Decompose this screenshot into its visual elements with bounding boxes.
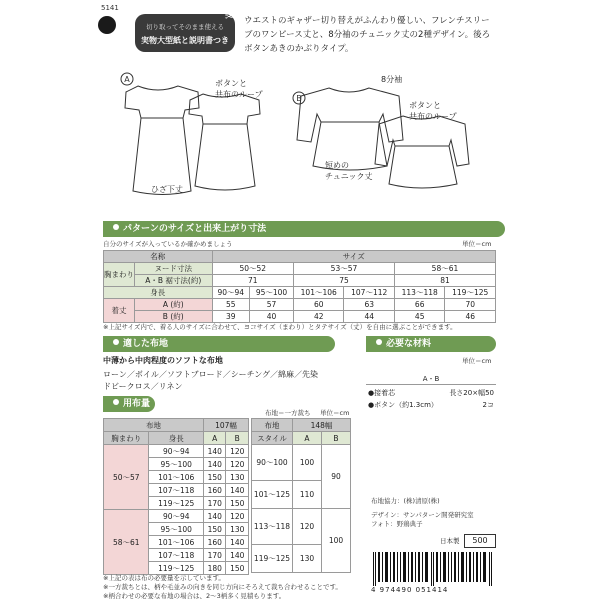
length-label: 着丈: [104, 299, 135, 323]
size-section-bar: [103, 221, 505, 237]
usage-table-107: [103, 418, 249, 575]
dress-a-back: [189, 94, 260, 190]
material-value: 長さ20×幅50: [449, 389, 494, 397]
table-cell: 66: [394, 299, 444, 311]
table-cell: 101〜106: [149, 536, 204, 549]
tunic-b-front: [297, 88, 403, 170]
brand-logo: [98, 16, 116, 34]
table-cell: 90〜94: [212, 287, 250, 299]
table-cell: 39: [212, 311, 250, 323]
table-cell: 140: [226, 484, 249, 497]
table-cell: 150: [203, 471, 225, 484]
label-b-length: 短めの チュニック丈: [325, 161, 373, 181]
intro-badge: [135, 14, 235, 52]
table-cell: 55: [212, 299, 250, 311]
table-cell: 140: [203, 458, 225, 471]
materials-unit: 単位＝cm: [462, 357, 492, 365]
bullet-icon: [113, 399, 119, 405]
table-cell: 140: [226, 536, 249, 549]
table-cell: 45: [394, 311, 444, 323]
intro-main-text: 実物大型紙と説明書つき: [141, 36, 229, 45]
label-b-sleeve: 8分袖: [381, 75, 403, 84]
table-cell: 71: [212, 275, 293, 287]
table-cell: 53〜57: [293, 263, 394, 275]
style-a-marker: A: [124, 75, 130, 84]
a-label: A (約): [135, 299, 213, 311]
usage-section-bar: [103, 396, 155, 412]
table-cell: 140: [203, 510, 225, 523]
made-in: 日本製: [440, 537, 460, 545]
table-cell: 130: [226, 471, 249, 484]
table-cell: 81: [394, 275, 495, 287]
table-cell: 60: [293, 299, 343, 311]
table-cell: 70: [445, 299, 496, 311]
scissors-icon: ✂: [225, 12, 234, 23]
table-cell: 90〜94: [149, 445, 204, 458]
table-cell: 120: [226, 510, 249, 523]
label-a-length: ひざ下丈: [151, 185, 183, 194]
table-cell: 113〜118: [394, 287, 444, 299]
table-cell: 140: [226, 549, 249, 562]
material-row: [368, 400, 494, 410]
usage-section-title: 用布量: [123, 399, 151, 409]
table-cell: 110: [293, 481, 322, 509]
table-cell: 107〜118: [149, 484, 204, 497]
table-cell: 90〜94: [149, 510, 204, 523]
table-cell: 150: [226, 497, 249, 510]
table-cell: 180: [203, 562, 225, 575]
nude-label: ヌード寸法: [135, 263, 213, 275]
table-cell: 101〜106: [293, 287, 343, 299]
width-107: 107幅: [203, 419, 248, 432]
table-cell: 40: [250, 311, 294, 323]
table-cell: 107〜112: [344, 287, 394, 299]
table-cell: 113〜118: [252, 509, 293, 545]
usage-footnote-1: ※上記の表は布の必要量を示しています。: [103, 574, 225, 582]
table-cell: 120: [293, 509, 322, 545]
design-credit: デザイン：サンパターン開発研究室: [371, 511, 474, 519]
table-cell: 50〜52: [212, 263, 293, 275]
fabric-label: 布地: [104, 419, 204, 432]
table-cell: 119〜125: [252, 545, 293, 573]
description: ウエストのギャザー切り替えがふんわり優しい、フレンチスリーブのワンピース丈と、8分袖のチュニック丈の2種デザイン。後ろボタンあきのかぶりタイプ。: [244, 16, 491, 54]
table-cell: 120: [226, 458, 249, 471]
height-label: 身長: [149, 432, 204, 445]
table-cell: 140: [203, 445, 225, 458]
usage-footnote-3: ※柄合わせの必要な布地の場合は、2〜3柄多く見積もります。: [103, 592, 286, 600]
width-148: 148幅: [293, 419, 351, 432]
col-b: B: [226, 432, 249, 445]
style-label: スタイル: [252, 432, 293, 445]
b-label: B (約): [135, 311, 213, 323]
table-cell: 119〜125: [445, 287, 496, 299]
material-value: 2コ: [482, 401, 494, 409]
table-cell: 150: [203, 523, 225, 536]
table-cell: 100: [322, 509, 351, 573]
size-footnote: ※上記サイズ内で、着る人のサイズに合わせて、ヨコサイズ（まわり）とタテサイズ（丈）を自由に選ぶことができます。: [103, 323, 457, 331]
ab-label: A・B 裾寸法(約): [135, 275, 213, 287]
photo-credit: フォト：野鶏典子: [371, 520, 423, 528]
table-cell: 57: [250, 299, 294, 311]
bust-label: 胸まわり: [104, 263, 135, 287]
table-cell: 90〜100: [252, 445, 293, 481]
fabric-line-1: ローン／ボイル／ソフトブロード／シーチング／綿麻／先染: [103, 370, 319, 379]
materials-section-bar: [366, 336, 496, 352]
fabric-section-bar: [103, 336, 335, 352]
bust-label: 胸まわり: [104, 432, 149, 445]
table-cell: 58〜61: [394, 263, 495, 275]
table-cell: 130: [293, 545, 322, 573]
usage-unit: 単位＝cm: [320, 409, 350, 417]
size-note: 自分のサイズが入っているか確かめましょう: [103, 240, 233, 248]
material-name: ●ボタン（約1.3cm）: [368, 401, 438, 409]
table-cell: 101〜125: [252, 481, 293, 509]
table-cell: 90: [322, 445, 351, 509]
table-cell: 95〜100: [149, 458, 204, 471]
fabric-section-title: 適した布地: [123, 339, 169, 349]
table-cell: 46: [445, 311, 496, 323]
size-hdr-name: 名称: [104, 251, 213, 263]
label-b-button-loop: ボタンと 共布のループ: [409, 101, 457, 121]
barcode: [371, 552, 496, 586]
table-cell: 130: [226, 523, 249, 536]
table-cell: 150: [226, 562, 249, 575]
barcode-number: 4 974490 051414: [371, 586, 449, 594]
size-table: [103, 250, 496, 323]
col-a: A: [293, 432, 322, 445]
garment-illustrations: [103, 66, 498, 216]
material-row: [368, 388, 494, 398]
size-hdr-size: サイズ: [212, 251, 496, 263]
style-b-marker: B: [296, 94, 302, 103]
bust-group: 50〜57: [104, 445, 149, 510]
table-cell: 160: [203, 536, 225, 549]
materials-section-title: 必要な材料: [386, 339, 432, 349]
label-a-button-loop: ボタンと 共布のループ: [215, 79, 263, 99]
table-cell: 101〜106: [149, 471, 204, 484]
bullet-icon: [113, 339, 119, 345]
table-cell: 63: [344, 299, 394, 311]
materials-head: A・B: [366, 374, 496, 385]
fabric-cooperation: 布地協力：(株)清原(株): [371, 497, 440, 505]
col-a: A: [203, 432, 225, 445]
pattern-code: 5141: [101, 4, 119, 12]
table-cell: 75: [293, 275, 394, 287]
table-cell: 95〜100: [149, 523, 204, 536]
table-cell: 95〜100: [250, 287, 294, 299]
fabric-label: 布地: [252, 419, 293, 432]
bullet-icon: [376, 339, 382, 345]
usage-note: 布地＝一方裁ち: [265, 409, 311, 417]
size-unit: 単位＝cm: [462, 240, 492, 248]
price: 500: [464, 534, 496, 548]
usage-table-148: [251, 418, 351, 573]
table-cell: 170: [203, 497, 225, 510]
size-section-title: パターンのサイズと出来上がり寸法: [123, 224, 267, 234]
fabric-line-2: ドビークロス／リネン: [103, 382, 183, 391]
tunic-b-back: [375, 116, 469, 188]
material-name: ●接着芯: [368, 389, 396, 397]
table-cell: 119〜125: [149, 562, 204, 575]
usage-footnote-2: ※一方裁ちとは、柄や毛並みの向きを同じ方向にそろえて裁ち合わせることです。: [103, 583, 342, 591]
table-cell: 120: [226, 445, 249, 458]
col-b: B: [322, 432, 351, 445]
table-cell: 44: [344, 311, 394, 323]
table-cell: 119〜125: [149, 497, 204, 510]
dress-a-front: [125, 86, 199, 195]
table-cell: 160: [203, 484, 225, 497]
table-cell: 170: [203, 549, 225, 562]
bullet-icon: [113, 224, 119, 230]
table-cell: 42: [293, 311, 343, 323]
bust-group: 58〜61: [104, 510, 149, 575]
intro-top-text: 切り取ってそのまま使える: [146, 23, 224, 31]
fabric-subtitle: 中薄から中肉程度のソフトな布地: [103, 356, 223, 365]
height-label: 身長: [104, 287, 213, 299]
table-cell: 107〜118: [149, 549, 204, 562]
table-cell: 100: [293, 445, 322, 481]
